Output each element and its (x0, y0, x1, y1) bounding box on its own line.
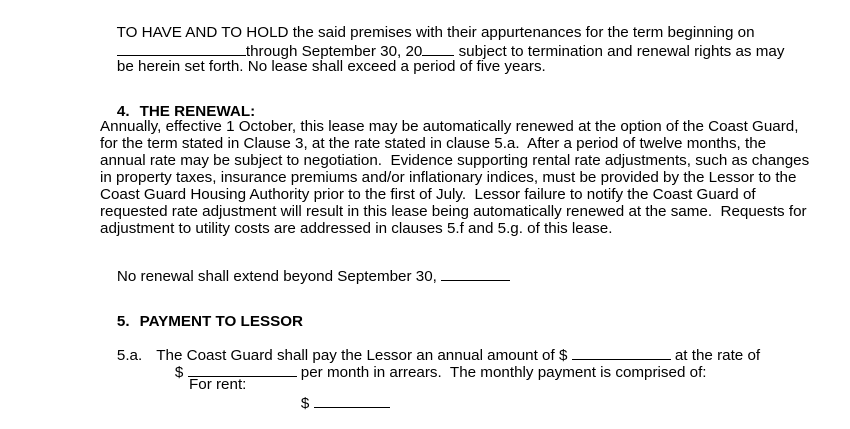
renewal-heading-number: 4. (116, 103, 130, 120)
renewal-paragraph-line-1: Annually, effective 1 October, this lease may be automatically renewed at the option of the Coast Guard, (100, 118, 799, 135)
habendum-through-text: through September 30, 20 (245, 43, 423, 60)
for-rent-dollar-sign: $ (300, 395, 314, 412)
for-rent-line (284, 376, 390, 429)
renewal-limit-year-field[interactable] (441, 266, 510, 281)
habendum-line-3 (100, 41, 546, 92)
renewal-limit-text: No renewal shall extend beyond September 30, (116, 268, 442, 285)
habendum-text-3: be herein set forth. No lease shall exceed a period of five years. (116, 58, 546, 75)
clause-5a-text-2: at the rate of (670, 347, 761, 364)
clause-5a-label: 5.a. (116, 347, 143, 364)
renewal-limit-line (100, 249, 510, 302)
clause-5a-text-3: per month in arrears. The monthly payment is comprised of: (296, 364, 707, 381)
monthly-amount-field[interactable] (188, 362, 297, 377)
renewal-paragraph-line-5: Coast Guard Housing Authority prior to the first of July. Lessor failure to notify the Coast Guard of (100, 186, 756, 203)
clause-5a-text-1: The Coast Guard shall pay the Lessor an annual amount of $ (156, 347, 572, 364)
renewal-paragraph-line-6: requested rate adjustment will result in this lease being automatically renewed at the same. Requests for (100, 203, 807, 220)
for-rent-label: For rent: (189, 376, 247, 393)
habendum-rest-text: subject to termination and renewal rights as may (454, 43, 785, 60)
habendum-text-1: TO HAVE AND TO HOLD the said premises with their appurtenances for the term beginning on (116, 24, 755, 41)
monthly-dollar-sign: $ (174, 364, 188, 381)
payment-heading-number: 5. (116, 313, 130, 330)
renewal-paragraph-line-4: in property taxes, insurance premiums and/or inflationary indices, must be provided by the Lessor to the (100, 169, 797, 186)
renewal-paragraph-line-7: adjustment to utility costs are addressed in clauses 5.f and 5.g. of this lease. (100, 220, 613, 237)
payment-heading-text: PAYMENT TO LESSOR (139, 313, 303, 330)
renewal-paragraph-line-3: annual rate may be subject to negotiation. Evidence supporting rental rate adjustments, such as changes (100, 152, 810, 169)
renewal-paragraph-line-2: for the term stated in Clause 3, at the rate stated in clause 5.a. After a period of twelve months, the (100, 135, 767, 152)
renewal-heading-text: THE RENEWAL: (139, 103, 256, 120)
